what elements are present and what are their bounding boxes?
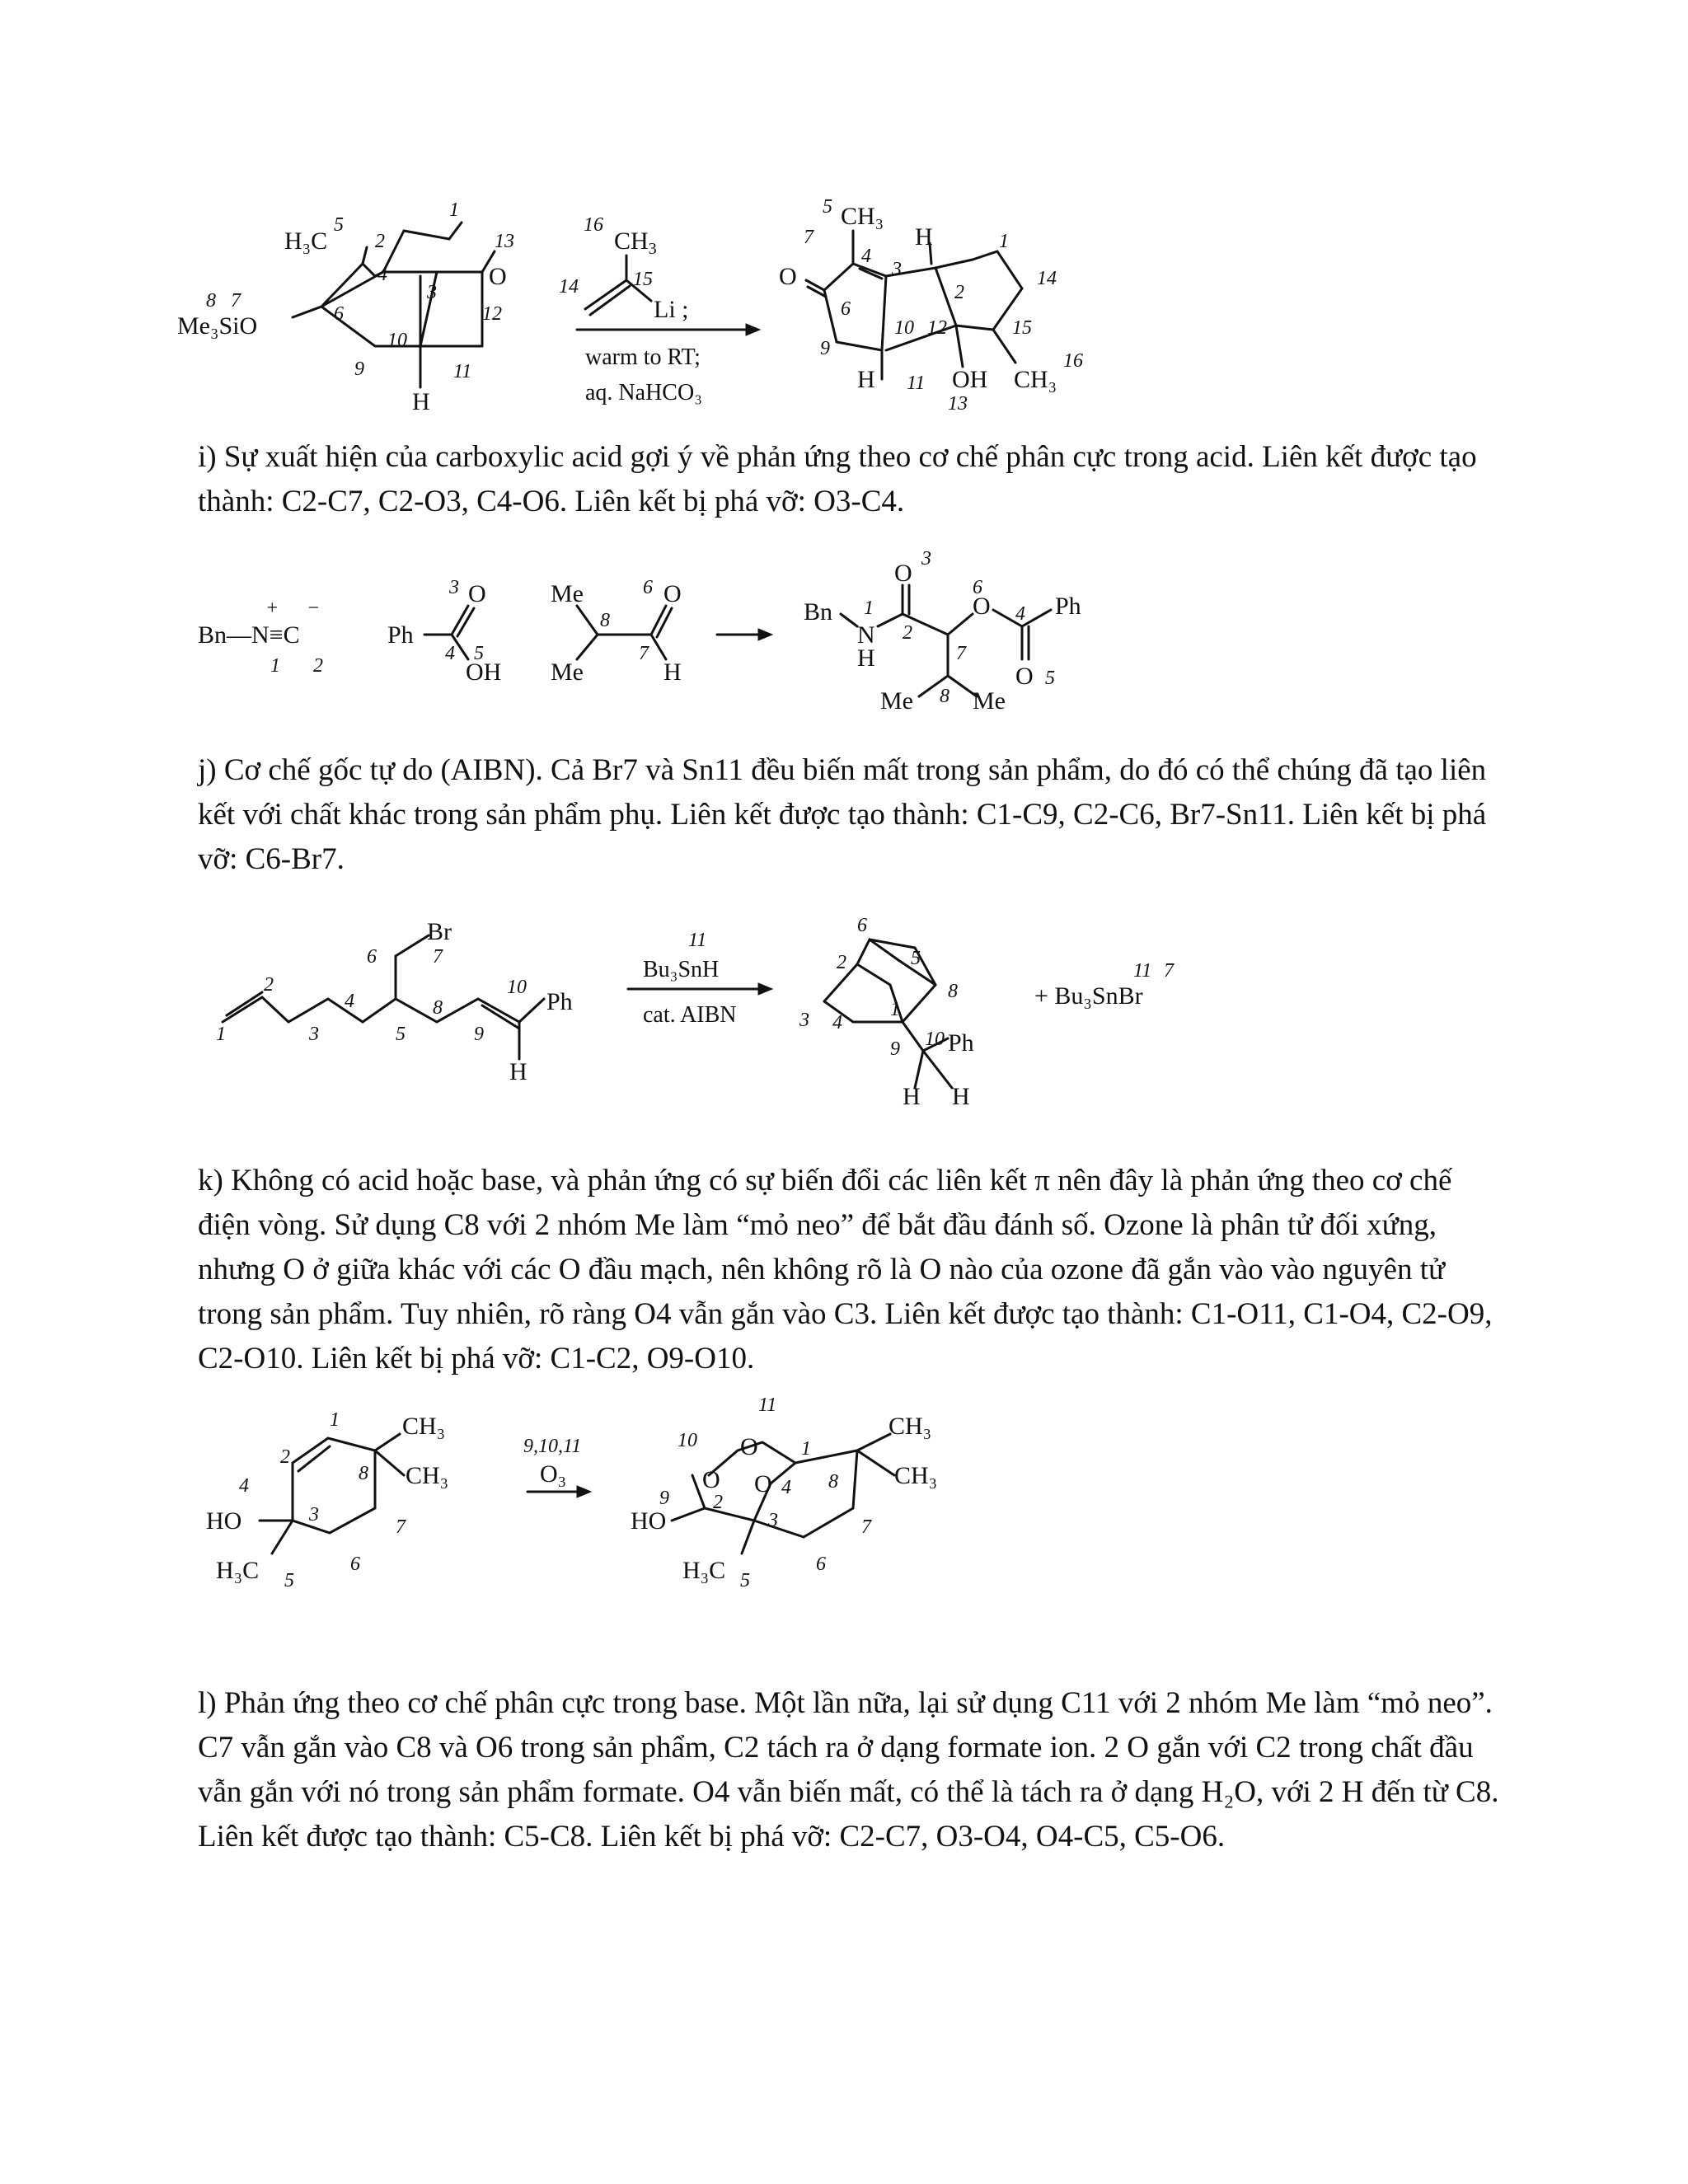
svg-text:3: 3 xyxy=(427,282,437,303)
svg-text:O: O xyxy=(468,580,486,607)
svg-text:6: 6 xyxy=(857,915,867,936)
prod-o10-label: O xyxy=(702,1466,720,1493)
svg-text:4: 4 xyxy=(832,1012,842,1033)
svg-text:1: 1 xyxy=(270,655,280,677)
svg-text:5: 5 xyxy=(396,1024,406,1045)
substrate-ch3-2-label: CH₃ xyxy=(406,1462,449,1489)
scheme4-substrate xyxy=(206,1409,448,1591)
svg-text:1: 1 xyxy=(449,199,459,221)
svg-text:7: 7 xyxy=(861,1516,871,1538)
svg-text:Me: Me xyxy=(880,687,913,715)
svg-text:1: 1 xyxy=(216,1024,226,1045)
svg-text:Me: Me xyxy=(973,687,1006,715)
svg-text:7: 7 xyxy=(639,643,649,664)
paragraph-k: k) Không có acid hoặc base, và phản ứng có sự biến đổi các liên kết π nên đây là phản ứng theo cơ chế điện vòng. Sử dụng C8 với 2 nhóm Me làm “mỏ neo” để bắt đầu đánh số. Ozone là phân tử đối xứng, nhưng O ở giữa khác với các O đầu mạch, nên không rõ là O nào của ozone đã gắn vào vào nguyên tử trong sản phẩm. Tuy nhiên, rõ ràng O4 vẫn gắn vào C3. Liên kết được tạo thành: C1-O11, C1-O4, C2-O9, C2-O10. Liên kết bị phá vỡ: C1-C2, O9-O10. xyxy=(198,1164,1493,1376)
svg-text:2: 2 xyxy=(837,952,846,973)
svg-text:2: 2 xyxy=(713,1492,723,1513)
svg-text:9: 9 xyxy=(820,338,830,359)
svg-text:6: 6 xyxy=(350,1554,360,1575)
svg-text:2: 2 xyxy=(903,622,912,644)
svg-text:5: 5 xyxy=(334,214,344,236)
svg-text:6: 6 xyxy=(643,577,653,598)
svg-text:8: 8 xyxy=(940,686,950,707)
svg-text:CH₃: CH₃ xyxy=(889,1413,932,1440)
svg-text:4: 4 xyxy=(445,643,455,664)
svg-text:6: 6 xyxy=(334,303,344,325)
svg-text:H: H xyxy=(857,366,875,393)
svg-text:9: 9 xyxy=(474,1024,484,1045)
svg-text:3: 3 xyxy=(892,259,902,280)
svg-text:O: O xyxy=(894,560,912,587)
svg-text:CH₃: CH₃ xyxy=(894,1462,938,1489)
svg-text:11: 11 xyxy=(758,1394,777,1416)
sm-me3sio-label: Me₃SiO xyxy=(177,312,258,340)
svg-text:16: 16 xyxy=(584,214,603,236)
svg-text:4: 4 xyxy=(861,246,871,267)
svg-text:5: 5 xyxy=(1045,668,1055,689)
svg-text:6: 6 xyxy=(973,577,982,598)
svg-text:H₃C: H₃C xyxy=(682,1557,726,1584)
svg-text:5: 5 xyxy=(740,1570,750,1591)
svg-text:10: 10 xyxy=(387,330,407,351)
svg-text:3: 3 xyxy=(921,548,931,569)
reagent-bu3snh-label: Bu₃SnH xyxy=(643,957,720,982)
svg-text:3: 3 xyxy=(309,1504,319,1526)
svg-text:14: 14 xyxy=(559,276,579,298)
svg-text:11: 11 xyxy=(453,361,472,382)
aldehyde-me-label: Me xyxy=(551,580,584,607)
paragraph-l: l) Phản ứng theo cơ chế phân cực trong base. Một lần nữa, lại sử dụng C11 với 2 nhóm Me làm “mỏ neo”. C7 vẫn gắn vào C8 và O6 trong sản phẩm, C2 tách ra ở dạng formate ion. 2 O gắn với C2 trong chất đầu vẫn gắn với nó trong sản phẩm formate. O4 vẫn biến mất, có thể là tách ra ở dạng H₂O, với 2 H đến từ C8. Liên kết được tạo thành: C5-C8. Liên kết bị phá vỡ: C2-C7, O3-O4, O4-C5, C5-O6. xyxy=(198,1686,1499,1854)
scheme4-product xyxy=(631,1394,937,1591)
svg-text:H: H xyxy=(903,1083,921,1110)
substrate-ph-label: Ph xyxy=(546,988,573,1015)
acid-ph-label: Ph xyxy=(387,621,414,649)
prod-o4-label: O xyxy=(754,1470,772,1497)
svg-text:7: 7 xyxy=(396,1516,406,1538)
reagent-li-label: Li ; xyxy=(654,296,689,323)
svg-text:H: H xyxy=(509,1058,528,1085)
reagent-aibn-label: cat. AIBN xyxy=(643,1002,737,1028)
svg-text:O: O xyxy=(1015,663,1034,690)
svg-text:2: 2 xyxy=(375,231,385,252)
svg-text:H: H xyxy=(857,644,875,672)
svg-text:3: 3 xyxy=(799,1010,809,1031)
svg-text:Br: Br xyxy=(427,918,452,945)
svg-text:10: 10 xyxy=(678,1430,697,1451)
svg-text:8: 8 xyxy=(206,290,216,312)
svg-text:−: − xyxy=(307,598,321,619)
svg-text:+: + xyxy=(265,598,279,619)
svg-text:CH3: $CH_3$ xyxy=(614,227,657,258)
svg-text:6: 6 xyxy=(816,1554,826,1575)
svg-text:3: 3 xyxy=(309,1024,319,1045)
svg-text:2: 2 xyxy=(280,1446,290,1468)
svg-text:14: 14 xyxy=(1037,268,1057,289)
svg-text:5: 5 xyxy=(911,948,921,969)
svg-text:4: 4 xyxy=(1015,603,1025,625)
product-ph-label: Ph xyxy=(948,1029,974,1057)
svg-text:5: 5 xyxy=(474,643,484,664)
svg-text:4: 4 xyxy=(239,1475,249,1497)
svg-text:11: 11 xyxy=(907,373,926,394)
svg-text:11: 11 xyxy=(1133,960,1152,982)
reagent-nahco3-label: aq. NaHCO₃ xyxy=(585,380,702,405)
prod-ch3-label: CH₃ xyxy=(841,203,884,230)
svg-text:15: 15 xyxy=(633,269,653,290)
svg-text:4: 4 xyxy=(781,1477,791,1498)
svg-text:N: N xyxy=(857,621,875,649)
svg-text:7: 7 xyxy=(956,643,966,664)
substrate-ch3-label: CH₃ xyxy=(402,1413,446,1440)
paragraph-i: i) Sự xuất hiện của carboxylic acid gợi ý về phản ứng theo cơ chế phân cực trong acid. Liên kết được tạo thành: C2-C7, C2-O3, C4-O6. Liên kết bị phá vỡ: O3-C4. xyxy=(198,440,1477,518)
svg-text:5: 5 xyxy=(284,1570,294,1591)
sm-h-label: H xyxy=(412,388,430,415)
byproduct-label: + Bu₃SnBr xyxy=(1034,982,1143,1010)
svg-text:12: 12 xyxy=(482,303,502,325)
isonitrile-label: Bn—N≡C xyxy=(198,621,300,649)
prod-ho-label: HO xyxy=(631,1507,667,1535)
svg-text:10: 10 xyxy=(507,977,527,998)
sm-h3c-label: H₃C xyxy=(284,227,328,255)
svg-text:6: 6 xyxy=(367,946,377,968)
svg-text:O: O xyxy=(973,593,991,620)
prod-o-label: O xyxy=(779,263,797,290)
svg-text:1: 1 xyxy=(890,999,900,1020)
svg-text:9: 9 xyxy=(354,359,364,380)
prod-oh-label: OH xyxy=(952,366,988,393)
product-bn-label: Bn xyxy=(804,598,833,626)
svg-text:7: 7 xyxy=(1164,960,1174,982)
svg-text:1: 1 xyxy=(864,598,874,619)
svg-text:2: 2 xyxy=(313,655,323,677)
svg-text:1: 1 xyxy=(999,231,1009,252)
svg-text:12: 12 xyxy=(927,317,947,339)
substrate-h3c-label: H₃C xyxy=(216,1557,260,1584)
svg-text:13: 13 xyxy=(495,231,514,252)
paragraph-j: j) Cơ chế gốc tự do (AIBN). Cả Br7 và Sn11 đều biến mất trong sản phẩm, do đó có thể chúng đã tạo liên kết với chất khác trong sản phẩm phụ. Liên kết được tạo thành: C1-C9, C2-C6, Br7-Sn11. Liên kết bị phá vỡ: C6-Br7. xyxy=(198,753,1487,876)
svg-text:2: 2 xyxy=(264,974,274,996)
acid-oh-label: OH xyxy=(466,658,502,686)
svg-text:10: 10 xyxy=(894,317,914,339)
prod-ch3-2-label: CH₃ xyxy=(1014,366,1057,393)
svg-text:8: 8 xyxy=(828,1471,838,1493)
substrate-ho-label: HO xyxy=(206,1507,242,1535)
svg-text:8: 8 xyxy=(433,997,443,1019)
svg-text:13: 13 xyxy=(948,393,968,415)
reagent-o3-label: O₃ xyxy=(540,1460,567,1488)
svg-text:O: O xyxy=(663,580,682,607)
svg-text:11: 11 xyxy=(688,930,707,951)
svg-text:7: 7 xyxy=(804,227,814,248)
prod-h-label: H xyxy=(915,223,933,251)
reagent-nums: 9,10,11 xyxy=(523,1436,582,1457)
scheme4-reagent xyxy=(523,1436,591,1497)
sm-ketone-o-label: O xyxy=(489,263,507,290)
svg-text:1: 1 xyxy=(801,1438,811,1460)
svg-text:5: 5 xyxy=(823,196,832,218)
svg-text:H: H xyxy=(952,1083,970,1110)
svg-text:3: 3 xyxy=(449,577,459,598)
svg-text:9: 9 xyxy=(890,1038,900,1060)
prod-o11-label: O xyxy=(740,1433,758,1460)
svg-text:H: H xyxy=(663,658,682,686)
svg-text:10: 10 xyxy=(925,1029,945,1050)
product-ph-label: Ph xyxy=(1055,593,1081,620)
svg-text:2: 2 xyxy=(954,282,964,303)
svg-text:3: 3 xyxy=(768,1510,778,1531)
svg-text:7: 7 xyxy=(231,290,241,312)
svg-text:8: 8 xyxy=(359,1463,368,1484)
svg-text:8: 8 xyxy=(600,610,610,631)
svg-text:4: 4 xyxy=(377,264,387,285)
svg-text:6: 6 xyxy=(841,298,851,320)
reagent-warm-label: warm to RT; xyxy=(585,344,701,370)
svg-text:7: 7 xyxy=(433,946,443,968)
svg-text:16: 16 xyxy=(1063,350,1083,372)
svg-text:4: 4 xyxy=(345,991,354,1012)
svg-text:1: 1 xyxy=(330,1409,340,1431)
svg-text:9: 9 xyxy=(659,1488,669,1509)
svg-text:Me: Me xyxy=(551,658,584,686)
svg-text:15: 15 xyxy=(1012,317,1032,339)
svg-text:8: 8 xyxy=(948,981,958,1002)
